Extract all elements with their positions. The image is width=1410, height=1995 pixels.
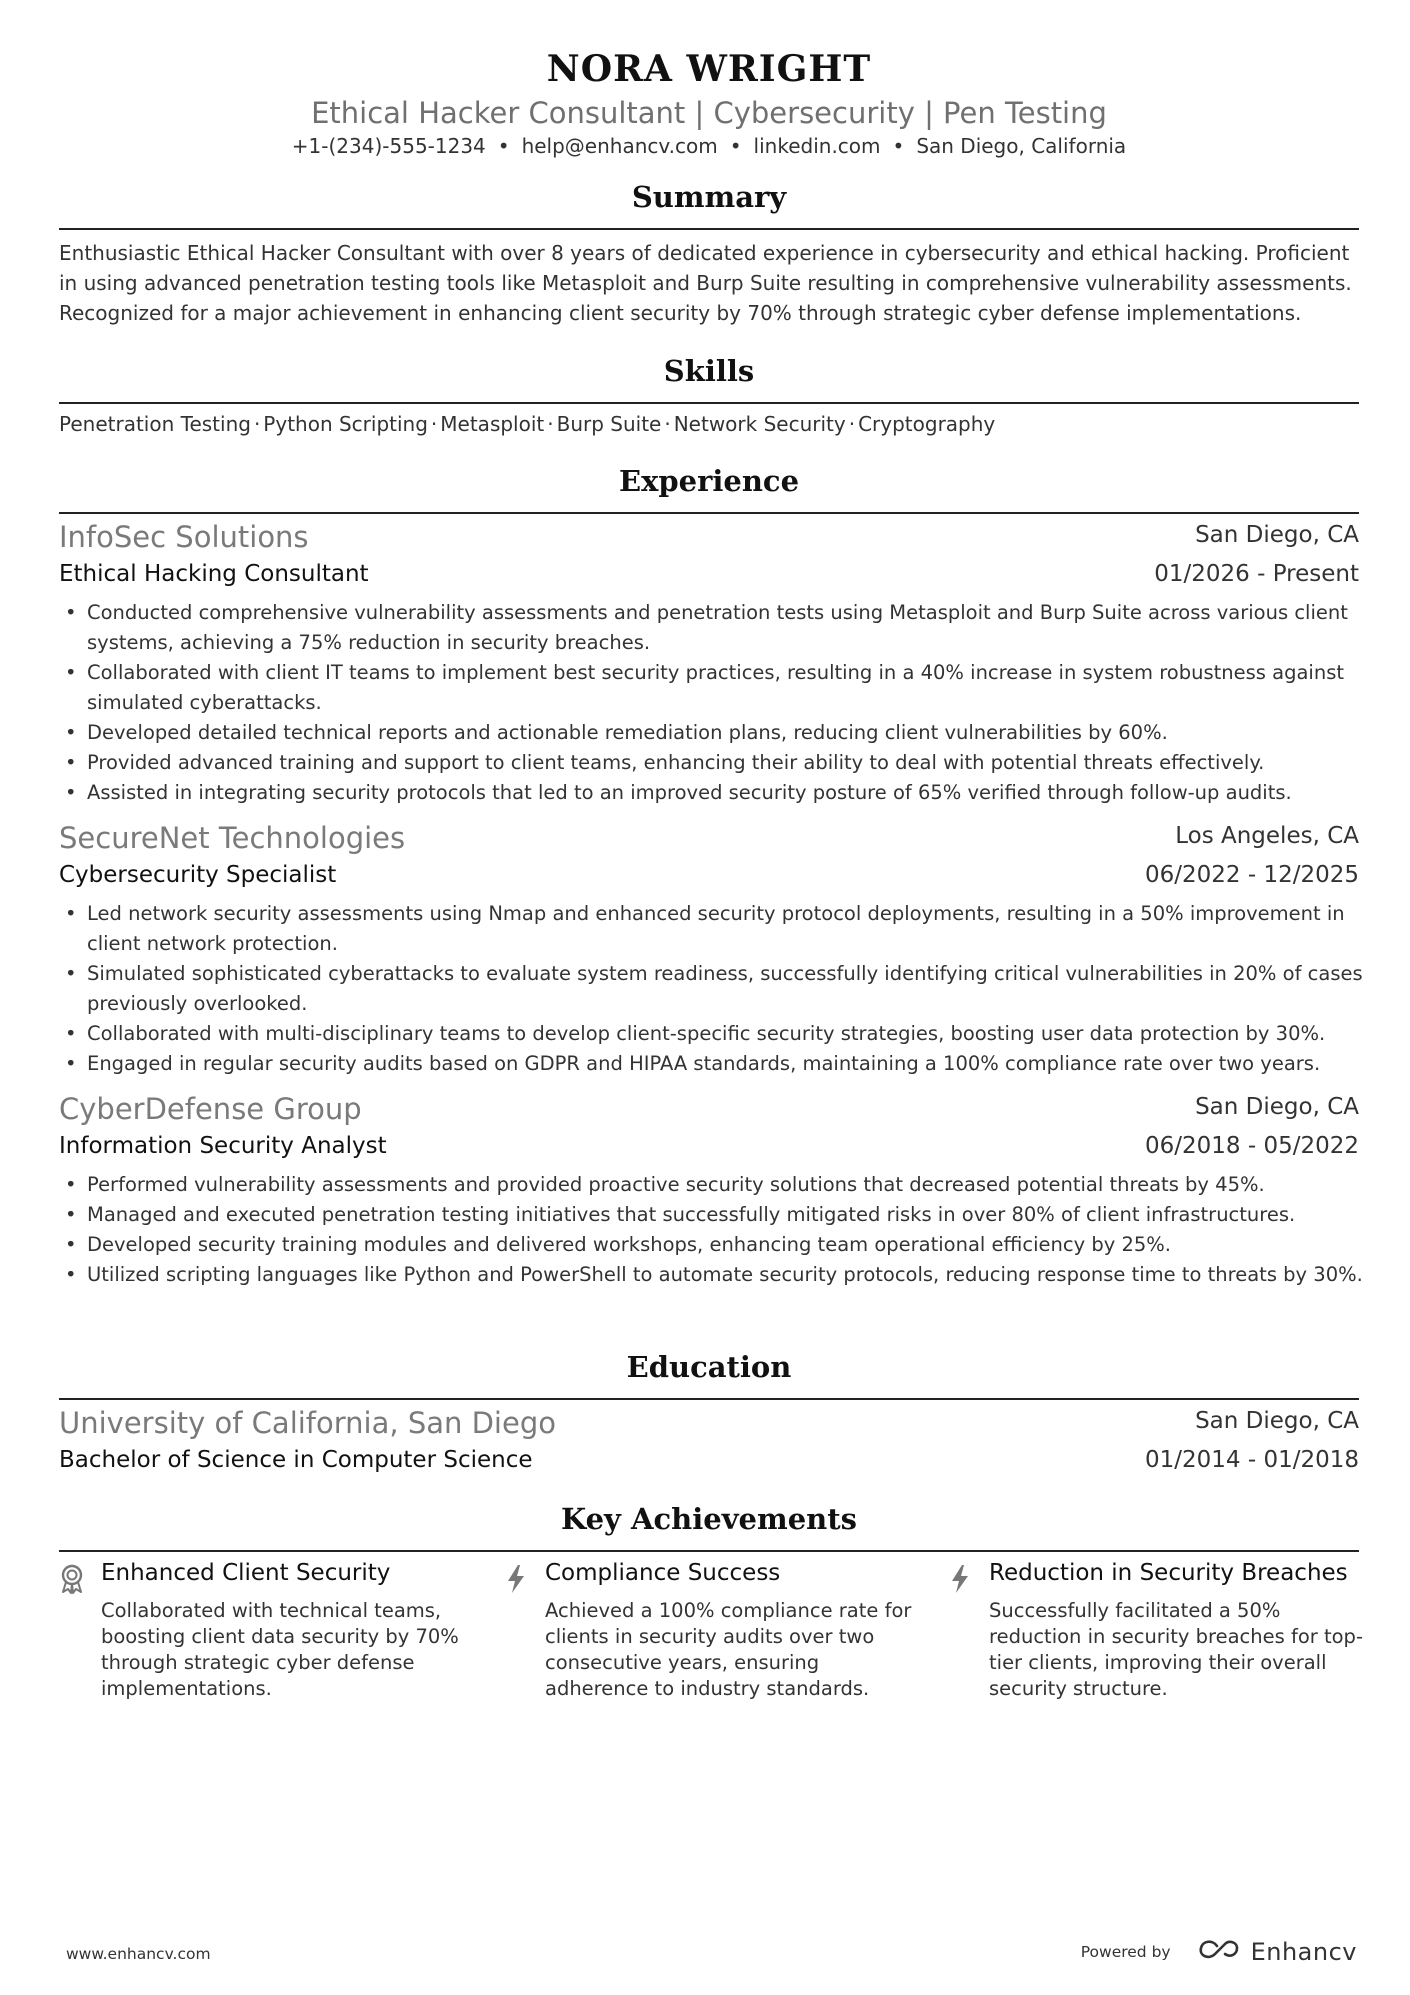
job-location: San Diego, CA: [1195, 1094, 1359, 1120]
skill-item: Python Scripting: [263, 412, 428, 436]
skill-item: Cryptography: [858, 412, 996, 436]
section-divider: [59, 1398, 1359, 1400]
achievement-desc: Successfully facilitated a 50% reduction in security breaches for top-tier clients, improving their overall security structure.: [989, 1599, 1363, 1700]
job-company: InfoSec Solutions: [59, 520, 309, 554]
contact-line: [59, 134, 1359, 158]
section-divider: [59, 512, 1359, 514]
dot-separator: •: [497, 134, 510, 158]
achievements-title: Key Achievements: [561, 1502, 857, 1536]
skill-item: Network Security: [673, 412, 846, 436]
skill-separator: ·: [547, 412, 554, 436]
education-location: San Diego, CA: [1195, 1408, 1359, 1434]
dot-separator: •: [729, 134, 742, 158]
job-bullet: • Conducted comprehensive vulnerability assessments and penetration tests using Metasploit and Burp Suite across various client systems, achieving a 75% reduction in security breaches.: [87, 598, 1387, 658]
job-role: Information Security Analyst: [59, 1133, 387, 1159]
job-location: San Diego, CA: [1195, 522, 1359, 548]
contact-location: San Diego, California: [916, 134, 1127, 158]
section-divider: [59, 402, 1359, 404]
skills-list: [59, 412, 1359, 436]
contact-phone[interactable]: +1-(234)-555-1234: [291, 134, 486, 158]
section-divider: [59, 228, 1359, 230]
contact-email[interactable]: help@enhancv.com: [521, 134, 718, 158]
footer-website[interactable]: www.enhancv.com: [66, 1945, 211, 1963]
skill-item: Metasploit: [440, 412, 545, 436]
summary-title: Summary: [631, 180, 787, 214]
job-company: SecureNet Technologies: [59, 821, 406, 855]
job-role: Cybersecurity Specialist: [59, 862, 337, 888]
education-degree: Bachelor of Science in Computer Science: [59, 1447, 533, 1473]
job-dates: 01/2026 - Present: [1154, 561, 1359, 587]
job-role: Ethical Hacking Consultant: [59, 561, 369, 587]
job-bullet: • Managed and executed penetration testing initiatives that successfully mitigated risks in over 80% of client infrastructures.: [87, 1200, 1387, 1230]
summary-text: Enthusiastic Ethical Hacker Consultant with over 8 years of dedicated experience in cybersecurity and ethical hacking. Proficient in using advanced penetration testing tools like Metasploit and Burp Suite resulting in comprehensive vulnerability assessments. Recognized for a major achievement in enhancing client security by 70% through strategic cyber defense implementations.: [59, 241, 1352, 325]
skill-item: Penetration Testing: [59, 412, 251, 436]
enhancv-logo-icon: [1197, 1938, 1243, 1966]
job-bullet: • Assisted in integrating security protocols that led to an improved security posture of 65% verified through follow-up audits.: [87, 778, 1387, 808]
job-bullet: • Utilized scripting languages like Python and PowerShell to automate security protocols, reducing response time to threats by 30%.: [87, 1260, 1387, 1290]
headline: Ethical Hacker Consultant | Cybersecurity | Pen Testing: [311, 96, 1107, 130]
award-icon: [59, 1564, 85, 1594]
skill-item: Burp Suite: [556, 412, 662, 436]
skill-separator: ·: [253, 412, 261, 436]
education-title: Education: [626, 1350, 792, 1384]
job-bullet: • Simulated sophisticated cyberattacks to evaluate system readiness, successfully identifying critical vulnerabilities in 20% of cases previously overlooked.: [87, 959, 1387, 1019]
job-bullet: • Developed security training modules and delivered workshops, enhancing team operational efficiency by 25%.: [87, 1230, 1387, 1260]
job-bullet: • Led network security assessments using Nmap and enhanced security protocol deployments, resulting in a 50% improvement in client network protection.: [87, 899, 1387, 959]
job-bullet: • Engaged in regular security audits based on GDPR and HIPAA standards, maintaining a 100% compliance rate over two years.: [87, 1049, 1387, 1079]
footer-branding[interactable]: [1081, 1934, 1357, 1970]
skill-separator: ·: [664, 412, 671, 436]
job-bullets: [59, 598, 1387, 808]
lightning-icon: [503, 1564, 529, 1594]
achievement-title: Reduction in Security Breaches: [989, 1560, 1348, 1586]
achievement-desc: Collaborated with technical teams, boosting client data security by 70% through strategic cyber defense implementations.: [101, 1599, 459, 1700]
section-divider: [59, 1550, 1359, 1552]
job-bullet: • Developed detailed technical reports and actionable remediation plans, reducing client vulnerabilities by 60%.: [87, 718, 1387, 748]
education-dates: 01/2014 - 01/2018: [1144, 1447, 1359, 1473]
candidate-name: NORA WRIGHT: [546, 48, 872, 90]
job-dates: 06/2022 - 12/2025: [1144, 862, 1359, 888]
job-location: Los Angeles, CA: [1175, 823, 1359, 849]
job-company: CyberDefense Group: [59, 1092, 362, 1126]
brand-name: Enhancv: [1250, 1938, 1357, 1966]
skill-separator: ·: [430, 412, 438, 436]
achievement-title: Compliance Success: [545, 1560, 781, 1586]
powered-by-label: Powered by: [1080, 1943, 1171, 1961]
job-bullets: [59, 1170, 1387, 1290]
job-bullet: • Collaborated with multi-disciplinary teams to develop client-specific security strategies, boosting user data protection by 30%.: [87, 1019, 1387, 1049]
job-bullet: • Performed vulnerability assessments and provided proactive security solutions that decreased potential threats by 45%.: [87, 1170, 1387, 1200]
education-school: University of California, San Diego: [59, 1406, 556, 1440]
job-bullet: • Provided advanced training and support to client teams, enhancing their ability to deal with potential threats effectively.: [87, 748, 1387, 778]
dot-separator: •: [892, 134, 905, 158]
skills-title: Skills: [663, 354, 755, 388]
lightning-icon: [947, 1564, 973, 1594]
skill-separator: ·: [848, 412, 856, 436]
experience-title: Experience: [618, 464, 800, 498]
job-dates: 06/2018 - 05/2022: [1144, 1133, 1359, 1159]
achievement-title: Enhanced Client Security: [101, 1560, 391, 1586]
job-bullets: [59, 899, 1387, 1079]
job-bullet: • Collaborated with client IT teams to implement best security practices, resulting in a 40% increase in system robustness against simulated cyberattacks.: [87, 658, 1387, 718]
achievement-desc: Achieved a 100% compliance rate for clients in security audits over two consecutive years, ensuring adherence to industry standards.: [545, 1599, 912, 1700]
contact-linkedin[interactable]: linkedin.com: [753, 134, 881, 158]
